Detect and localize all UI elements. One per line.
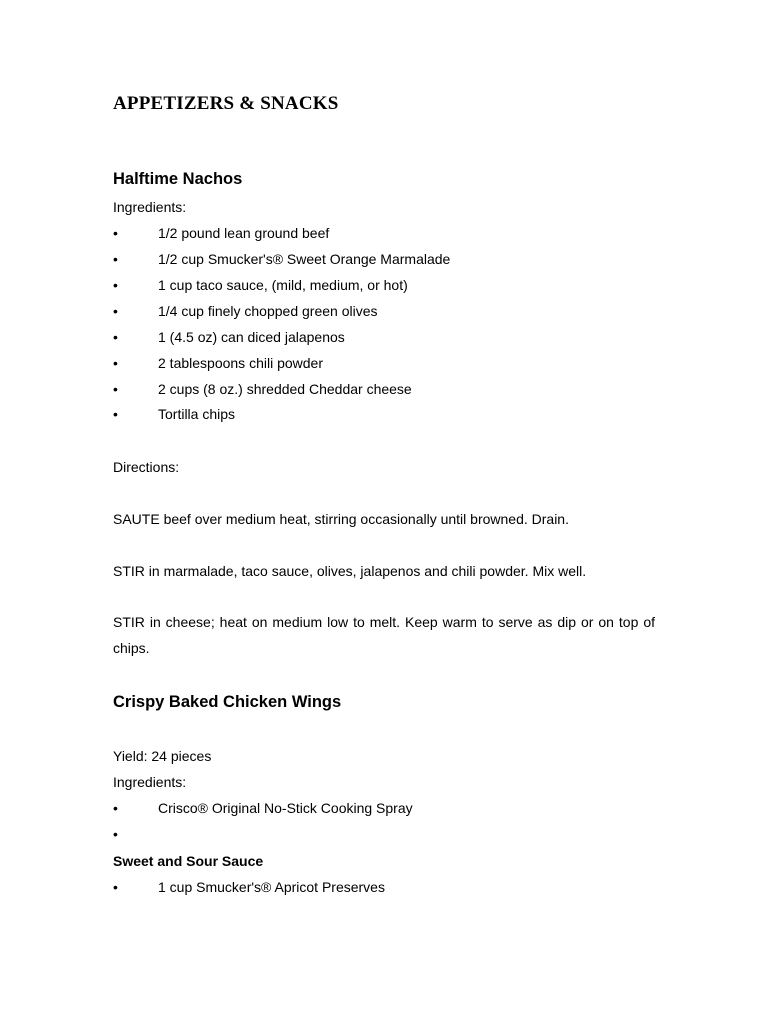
bullet-icon: •	[113, 406, 118, 422]
ingredient-text: 1 (4.5 oz) can diced jalapenos	[158, 329, 345, 345]
ingredient-item	[113, 404, 673, 424]
bullet-icon: •	[113, 355, 118, 371]
ingredient-item	[113, 798, 673, 818]
ingredients-label: Ingredients:	[113, 199, 187, 215]
sauce-heading: Sweet and Sour Sauce	[113, 853, 264, 869]
ingredient-text: 1/2 pound lean ground beef	[158, 225, 330, 241]
bullet-icon: •	[113, 277, 118, 293]
ingredients-label: Ingredients:	[113, 774, 187, 790]
bullet-icon: •	[113, 303, 118, 319]
bullet-icon: •	[113, 800, 118, 816]
ingredient-text: Tortilla chips	[158, 406, 236, 422]
recipe-title-halftime-nachos: Halftime Nachos	[113, 170, 243, 188]
ingredient-item	[113, 275, 673, 295]
ingredient-text: 1/4 cup finely chopped green olives	[158, 303, 378, 319]
directions-label: Directions:	[113, 459, 180, 475]
bullet-icon: •	[113, 251, 118, 267]
ingredient-text: 2 tablespoons chili powder	[158, 355, 323, 371]
bullet-icon: •	[113, 329, 118, 345]
bullet-icon: •	[113, 225, 118, 241]
ingredient-text: 1 cup taco sauce, (mild, medium, or hot)	[158, 277, 408, 293]
ingredient-item	[113, 379, 673, 399]
section-title: APPETIZERS & SNACKS	[113, 93, 339, 114]
direction-step: STIR in cheese; heat on medium low to melt. Keep warm to serve as dip or on top of chips.	[113, 614, 655, 656]
ingredient-item	[113, 877, 673, 897]
ingredient-item	[113, 249, 673, 269]
recipe-title-crispy-baked-chicken-wings: Crispy Baked Chicken Wings	[113, 693, 342, 711]
ingredient-text: 1 cup Smucker's® Apricot Preserves	[158, 879, 385, 895]
ingredient-text: 2 cups (8 oz.) shredded Cheddar cheese	[158, 381, 412, 397]
bullet-icon: •	[113, 826, 118, 842]
ingredient-item	[113, 824, 673, 844]
ingredient-text: 1/2 cup Smucker's® Sweet Orange Marmalade	[158, 251, 451, 267]
ingredient-item	[113, 223, 673, 243]
bullet-icon: •	[113, 879, 118, 895]
ingredient-item	[113, 353, 673, 373]
ingredient-text: Crisco® Original No-Stick Cooking Spray	[158, 800, 413, 816]
bullet-icon: •	[113, 381, 118, 397]
yield-text: Yield: 24 pieces	[113, 748, 212, 764]
ingredient-item	[113, 327, 673, 347]
direction-step: SAUTE beef over medium heat, stirring occasionally until browned. Drain.	[113, 511, 569, 527]
direction-step: STIR in marmalade, taco sauce, olives, jalapenos and chili powder. Mix well.	[113, 563, 587, 579]
ingredient-item	[113, 301, 673, 321]
